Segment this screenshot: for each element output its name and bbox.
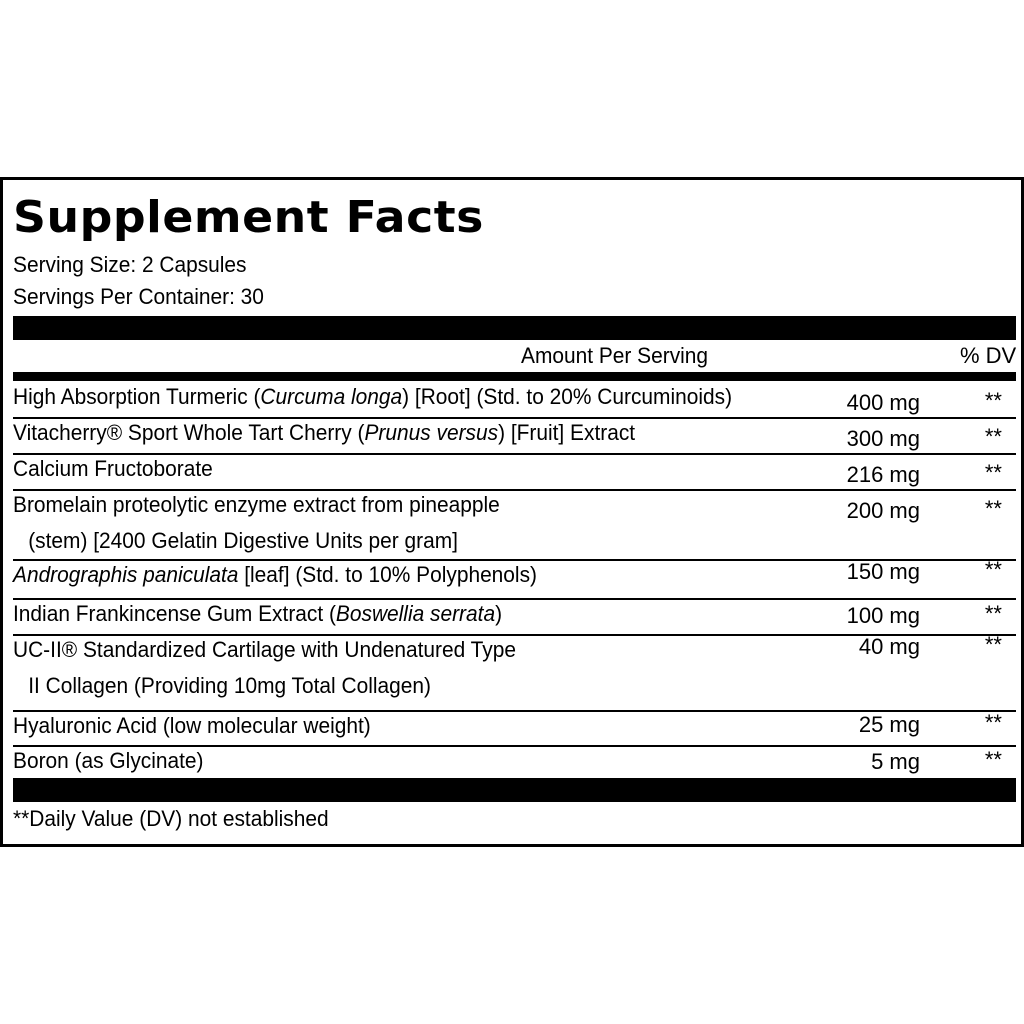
ingredient-dv: ** (984, 632, 1002, 657)
ingredient-name-continued: II Collagen (Providing 10mg Total Collagen) (28, 673, 431, 698)
ingredient-amount: 400 mg (846, 390, 920, 415)
servings-per-container: Servings Per Container: 30 (13, 284, 264, 309)
ingredient-amount: 25 mg (858, 712, 920, 737)
ingredient-dv: ** (984, 460, 1002, 485)
ingredient-row (13, 490, 1016, 561)
ingredient-amount: 40 mg (858, 634, 920, 659)
supplement-facts-panel (0, 177, 1024, 847)
ingredient-dv: ** (984, 601, 1002, 626)
footnote: **Daily Value (DV) not established (13, 806, 329, 831)
ingredient-name: Calcium Fructoborate (13, 456, 213, 481)
ingredient-row (13, 557, 1016, 600)
ingredient-name: Andrographis paniculata [leaf] (Std. to 10% Polyphenols) (13, 562, 537, 587)
ingredient-name: Boron (as Glycinate) (13, 748, 204, 773)
ingredient-amount: 100 mg (846, 603, 920, 628)
ingredient-dv: ** (984, 710, 1002, 735)
ingredient-name: Bromelain proteolytic enzyme extract from pineapple (stem) [2400 Gelatin Digestive Units per gram] (13, 487, 792, 559)
ingredient-dv: ** (984, 424, 1002, 449)
header-amount-per-serving: Amount Per Serving (521, 343, 709, 368)
ingredient-row (13, 711, 1016, 747)
ingredient-row (13, 418, 1016, 455)
ingredient-dv: ** (984, 557, 1002, 582)
ingredient-amount: 216 mg (846, 462, 920, 487)
ingredient-amount: 300 mg (846, 426, 920, 451)
thick-divider-bottom (13, 778, 1016, 802)
ingredient-amount: 200 mg (846, 498, 920, 523)
ingredient-name: UC-II® Standardized Cartilage with Undenatured Type II Collagen (Providing 10mg Total Collagen) (13, 632, 792, 704)
thick-divider-top (13, 316, 1016, 340)
ingredient-row (13, 746, 1016, 780)
ingredient-dv: ** (984, 388, 1002, 413)
header-percent-dv: % DV (960, 343, 1017, 368)
panel-title: Supplement Facts (13, 192, 484, 243)
serving-size: Serving Size: 2 Capsules (13, 252, 247, 277)
ingredient-name: Indian Frankincense Gum Extract (Boswellia serrata) (13, 601, 503, 626)
ingredient-amount: 150 mg (846, 559, 920, 584)
ingredient-row (13, 382, 1016, 419)
ingredient-name: High Absorption Turmeric (Curcuma longa) [Root] (Std. to 20% Curcuminoids) (13, 384, 733, 409)
ingredient-name: Hyaluronic Acid (low molecular weight) (13, 713, 371, 738)
ingredient-row (13, 632, 1016, 712)
ingredient-name-continued: (stem) [2400 Gelatin Digestive Units per gram] (28, 528, 458, 553)
ingredient-dv: ** (984, 496, 1002, 521)
ingredient-row (13, 454, 1016, 491)
ingredient-amount: 5 mg (871, 749, 920, 774)
ingredient-dv: ** (984, 747, 1002, 772)
ingredient-name: Vitacherry® Sport Whole Tart Cherry (Prunus versus) [Fruit] Extract (13, 420, 636, 445)
